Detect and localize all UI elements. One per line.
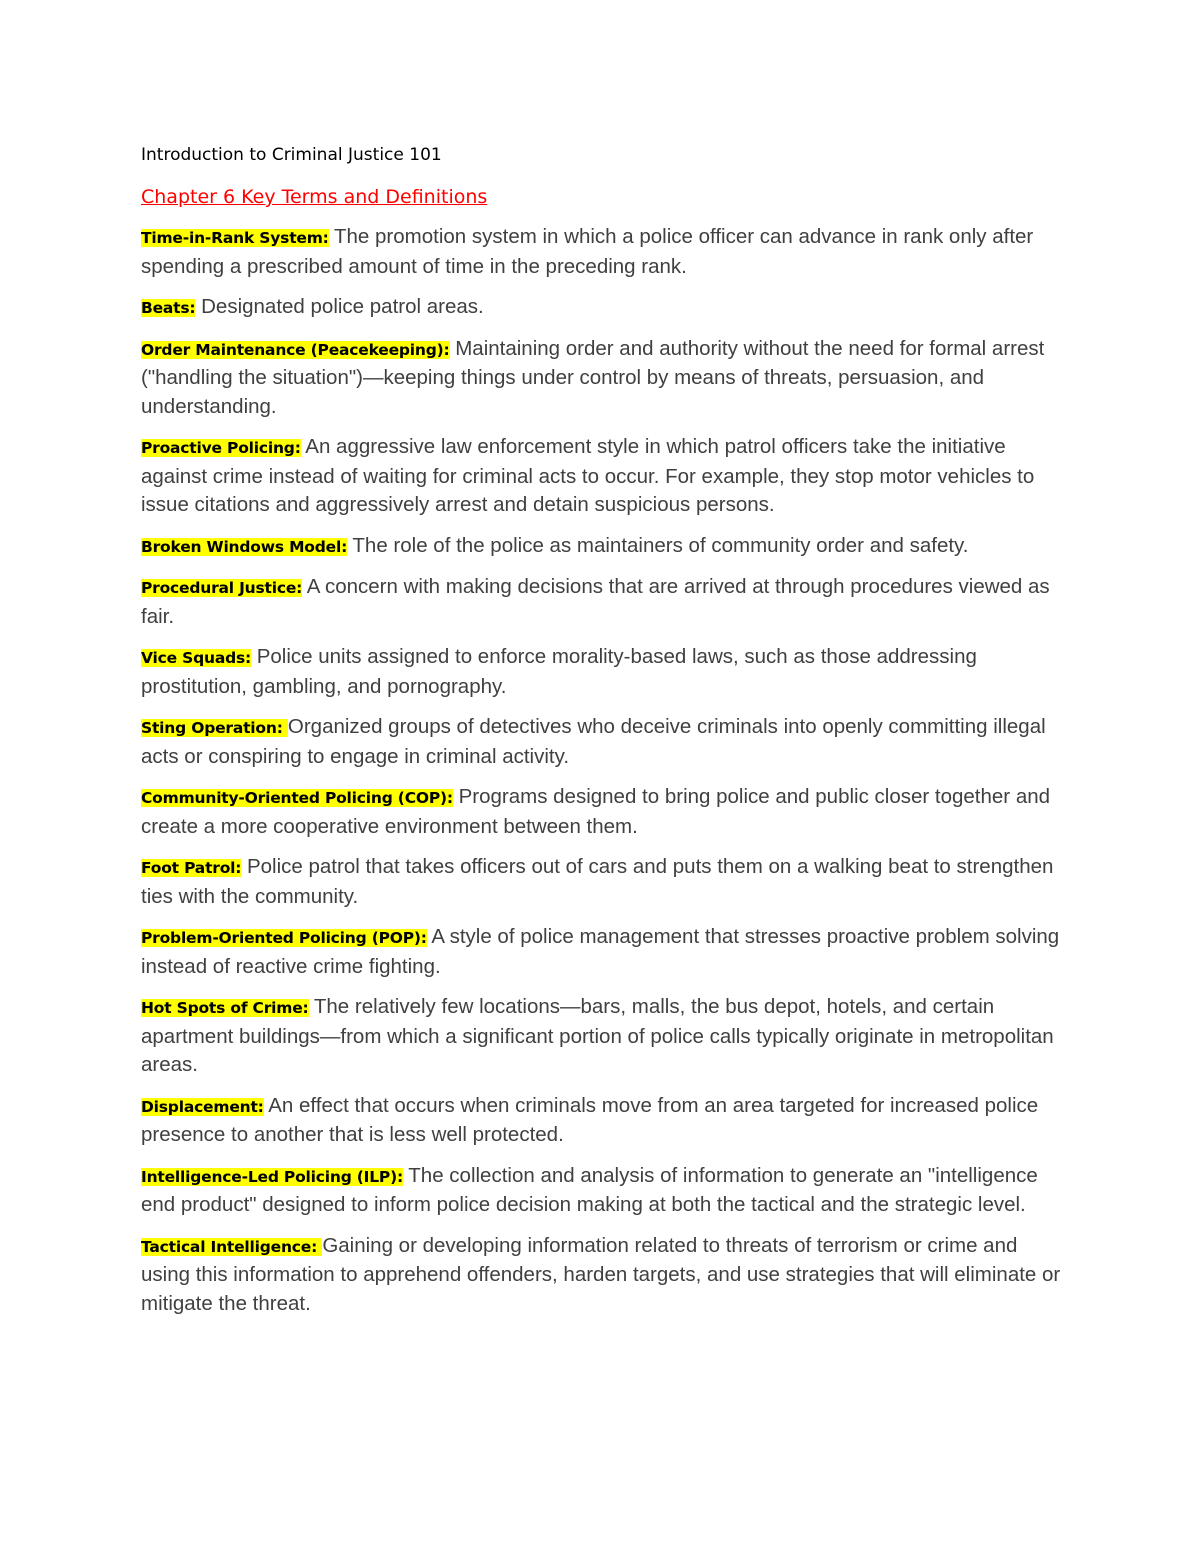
- definition-entry: [141, 532, 1061, 562]
- definition-text: The collection and analysis of information to generate an "intelligence end product" designed to inform police decision making at both the tactical and the strategic level.: [141, 1163, 1038, 1216]
- term-label: Foot Patrol:: [141, 859, 242, 877]
- definition-text: An aggressive law enforcement style in which patrol officers take the initiative against crime instead of waiting for criminal acts to occur. For example, they stop motor vehicles to issue citations and aggressively arrest and detain suspicious persons.: [141, 435, 1035, 516]
- term-label: Broken Windows Model:: [141, 537, 348, 556]
- definition-entry: [141, 853, 1061, 911]
- definition-entry: [141, 433, 1061, 520]
- definition-text: The promotion system in which a police officer can advance in rank only after spending a prescribed amount of time in the preceding rank.: [141, 225, 1034, 278]
- definition-entry: [141, 335, 1061, 422]
- term-label: Intelligence-Led Policing (ILP):: [141, 1167, 403, 1186]
- term-label: Vice Squads:: [141, 649, 252, 667]
- definition-entry: [141, 993, 1061, 1080]
- term-label: Displacement:: [141, 1097, 264, 1116]
- definition-entry: [141, 643, 1061, 701]
- term-label: Proactive Policing:: [141, 439, 301, 457]
- definition-text: Police units assigned to enforce morality-based laws, such as those addressing prostitution, gambling, and pornography.: [141, 645, 977, 698]
- term-label: Procedural Justice:: [141, 579, 303, 597]
- definition-text: A style of police management that stresses proactive problem solving instead of reactive crime fighting.: [141, 925, 1060, 978]
- term-label: Beats:: [141, 299, 196, 317]
- definition-text: Police patrol that takes officers out of cars and puts them on a walking beat to strengthen ties with the community.: [141, 855, 1054, 908]
- term-label: Community-Oriented Policing (COP):: [141, 789, 453, 807]
- definition-text: An effect that occurs when criminals move from an area targeted for increased police presence to another that is less well protected.: [141, 1093, 1039, 1146]
- definition-entry: [141, 1092, 1061, 1150]
- definition-entry: [141, 293, 1061, 323]
- definition-text: Programs designed to bring police and public closer together and create a more cooperative environment between them.: [141, 785, 1051, 838]
- course-title: Introduction to Criminal Justice 101: [141, 145, 442, 165]
- term-label: Problem-Oriented Policing (POP):: [141, 929, 427, 947]
- definition-text: Organized groups of detectives who deceive criminals into openly committing illegal acts or conspiring to engage in criminal activity.: [141, 715, 1046, 768]
- definition-text: The role of the police as maintainers of community order and safety.: [347, 533, 969, 557]
- definition-entry: [141, 573, 1061, 631]
- definition-text: Designated police patrol areas.: [195, 295, 484, 318]
- definition-text: A concern with making decisions that are arrived at through procedures viewed as fair.: [141, 575, 1050, 628]
- definitions-list: [141, 223, 1061, 1318]
- definition-entry: [141, 923, 1061, 981]
- definition-text: Gaining or developing information related to threats of terrorism or crime and using this information to apprehend offenders, harden targets, and use strategies that will eliminate or mitigate the threat.: [141, 1233, 1061, 1315]
- term-label: Sting Operation:: [141, 719, 288, 737]
- term-label: Tactical Intelligence:: [141, 1237, 323, 1256]
- term-label: Time-in-Rank System:: [141, 229, 329, 247]
- definition-entry: [141, 1162, 1061, 1220]
- definition-entry: [141, 223, 1061, 281]
- definition-entry: [141, 1232, 1061, 1319]
- term-label: Hot Spots of Crime:: [141, 999, 309, 1017]
- definition-entry: [141, 783, 1061, 841]
- document-page: [141, 143, 1061, 1330]
- term-label: Order Maintenance (Peacekeeping):: [141, 340, 450, 359]
- definition-entry: [141, 713, 1061, 771]
- definition-text: Maintaining order and authority without the need for formal arrest ("handling the situation")—keeping things under control by means of threats, persuasion, and understanding.: [141, 336, 1045, 418]
- definition-text: The relatively few locations—bars, malls, the bus depot, hotels, and certain apartment buildings—from which a significant portion of police calls typically originate in metropolitan areas.: [141, 995, 1054, 1076]
- chapter-title: Chapter 6 Key Terms and Definitions: [141, 186, 488, 208]
